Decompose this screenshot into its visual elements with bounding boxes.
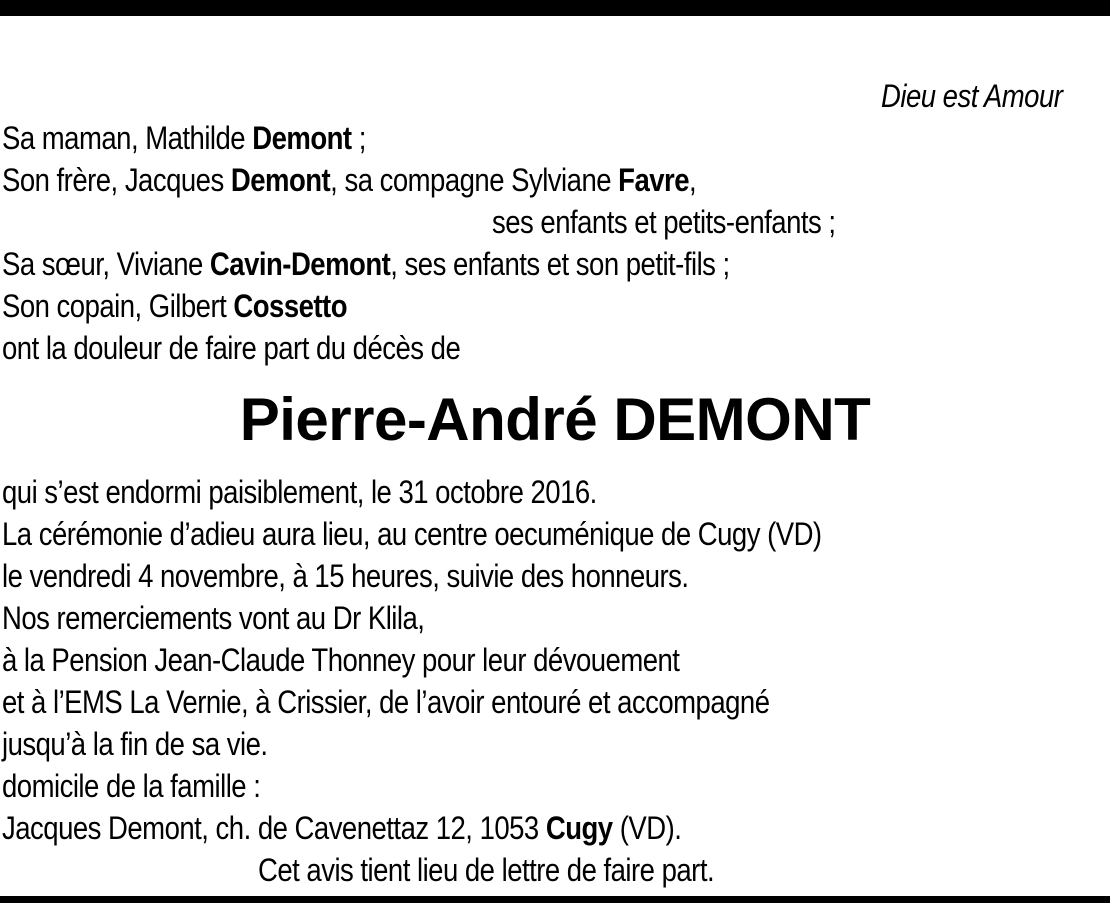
body-line: qui s’est endormi paisiblement, le 31 octobre 2016. bbox=[2, 474, 597, 510]
friend-line bbox=[2, 286, 347, 326]
body-line: à la Pension Jean-Claude Thonney pour leur dévouement bbox=[2, 642, 680, 678]
address-line bbox=[2, 808, 681, 848]
deceased-name: Pierre-André DEMONT bbox=[239, 386, 871, 453]
friend-prefix: Son copain, Gilbert bbox=[2, 288, 234, 324]
brother-surname: Demont bbox=[230, 162, 331, 198]
announcement-line: ont la douleur de faire part du décès de bbox=[2, 330, 461, 366]
sister-suffix: , ses enfants et son petit-fils ; bbox=[390, 246, 730, 282]
brother-children-line: ses enfants et petits-enfants ; bbox=[492, 204, 836, 240]
brother-middle: , sa compagne Sylviane bbox=[330, 162, 619, 198]
closing-line: Cet avis tient lieu de lettre de faire part. bbox=[258, 852, 715, 888]
mother-line bbox=[2, 118, 366, 158]
address-prefix: Jacques Demont, ch. de Cavenettaz 12, 1053 bbox=[2, 810, 546, 846]
motto: Dieu est Amour bbox=[881, 78, 1063, 114]
friend-surname: Cossetto bbox=[233, 288, 348, 324]
top-border bbox=[0, 0, 1110, 16]
mother-suffix: ; bbox=[351, 120, 366, 156]
brother-partner-surname: Favre bbox=[618, 162, 690, 198]
body-line: jusqu’à la fin de sa vie. bbox=[2, 726, 268, 762]
body-line: le vendredi 4 novembre, à 15 heures, suivie des honneurs. bbox=[2, 558, 689, 594]
body-line: Nos remerciements vont au Dr Klila, bbox=[2, 600, 425, 636]
sister-surname: Cavin-Demont bbox=[209, 246, 391, 282]
body-line: domicile de la famille : bbox=[2, 768, 261, 804]
address-suffix: (VD). bbox=[612, 810, 682, 846]
mother-surname: Demont bbox=[252, 120, 352, 156]
body-line: La cérémonie d’adieu aura lieu, au centre oecuménique de Cugy (VD) bbox=[2, 516, 822, 552]
sister-line bbox=[2, 244, 730, 284]
mother-prefix: Sa maman, Mathilde bbox=[2, 120, 253, 156]
brother-suffix: , bbox=[689, 162, 697, 198]
sister-prefix: Sa sœur, Viviane bbox=[2, 246, 210, 282]
brother-line bbox=[2, 160, 696, 200]
bottom-border bbox=[0, 896, 1110, 903]
address-town: Cugy bbox=[545, 810, 613, 846]
body-line: et à l’EMS La Vernie, à Crissier, de l’avoir entouré et accompagné bbox=[2, 684, 770, 720]
brother-prefix: Son frère, Jacques bbox=[2, 162, 231, 198]
